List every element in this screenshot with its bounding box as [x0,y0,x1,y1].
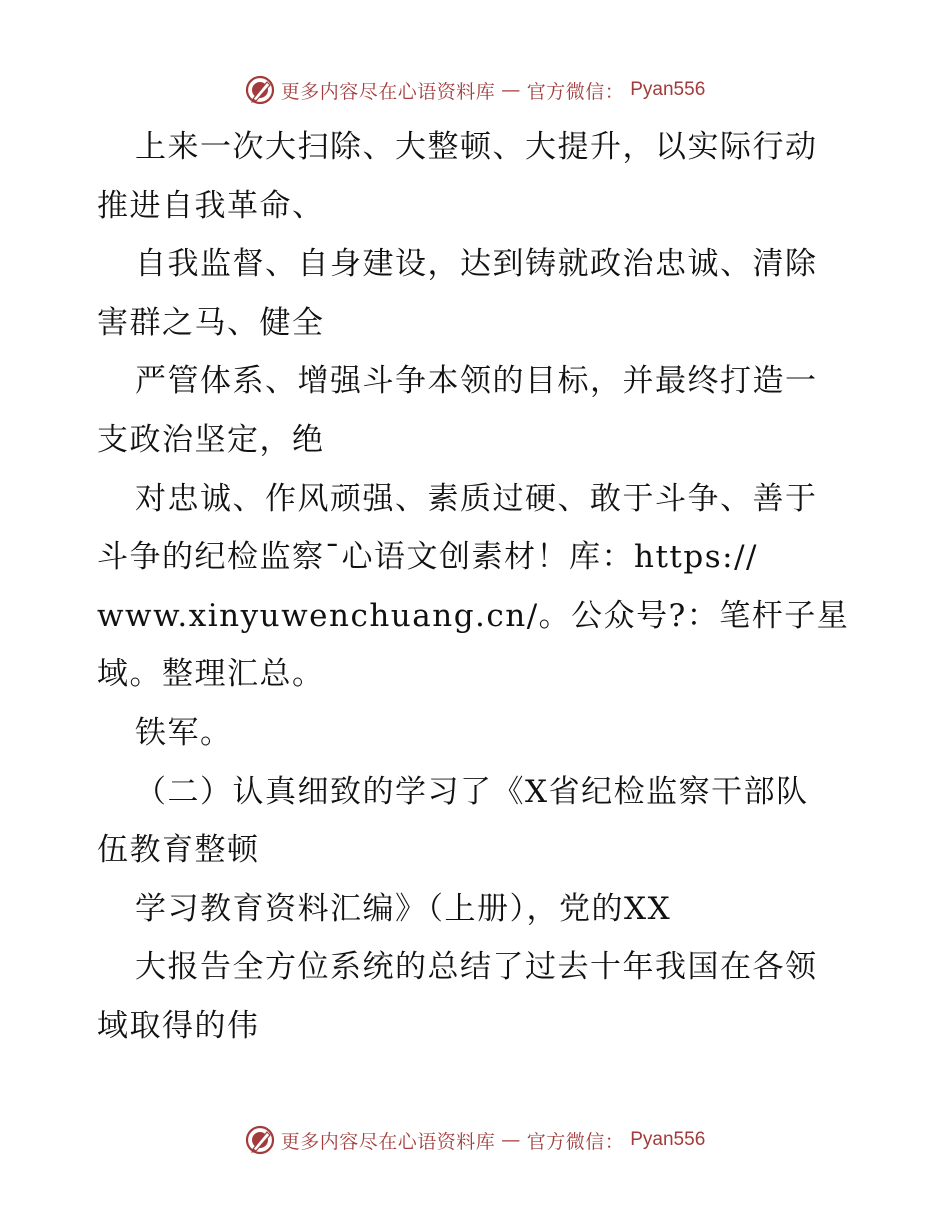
header-banner [0,70,950,110]
banner-wechat-label: 官方微信： [526,80,625,103]
banner-wechat-id: Pyan556 [630,1129,706,1150]
body-line: 严管体系、增强斗争本领的目标，并最终打造一 [135,363,818,400]
body-line: 伍教育整顿 [97,832,260,869]
footer-banner [0,1120,950,1160]
banner-site-text: 更多内容尽在心语资料库 [280,80,496,103]
pen-logo-icon [245,1125,275,1155]
pen-logo-icon [245,75,275,105]
body-line: 斗争的纪检监察¯心语文创素材！库：https:// [97,539,758,576]
body-line: 大报告全方位系统的总结了过去十年我国在各领 [135,949,818,986]
body-line: 上来一次大扫除、大整顿、大提升，以实际行动 [135,129,818,165]
body-line: 自我监督、自身建设，达到铸就政治忠诚、清除 [135,246,818,283]
body-line: （二）认真细致的学习了《X省纪检监察干部队 [135,773,809,810]
banner-wechat-label: 官方微信： [526,1130,625,1153]
body-line: 支政治坚定，绝 [97,421,325,458]
body-line: 域取得的伟 [97,1007,260,1044]
banner-wechat-id: Pyan556 [630,79,706,100]
body-line: 铁军。 [135,714,233,751]
body-line: 害群之马、健全 [97,304,325,341]
body-line: 对忠诚、作风顽强、素质过硬、敢于斗争、善于 [135,480,818,517]
body-line: 域。整理汇总。 [97,656,325,693]
banner-separator: — [501,79,521,101]
banner-separator: — [501,1129,521,1151]
body-line: 学习教育资料汇编》（上册），党的XX [135,890,672,927]
document-body [97,118,857,1056]
banner-site-text: 更多内容尽在心语资料库 [280,1130,496,1153]
body-line: www.xinyuwenchuang.cn/。公众号?：笔杆子星 [97,597,850,634]
body-line: 推进自我革命、 [97,187,325,224]
